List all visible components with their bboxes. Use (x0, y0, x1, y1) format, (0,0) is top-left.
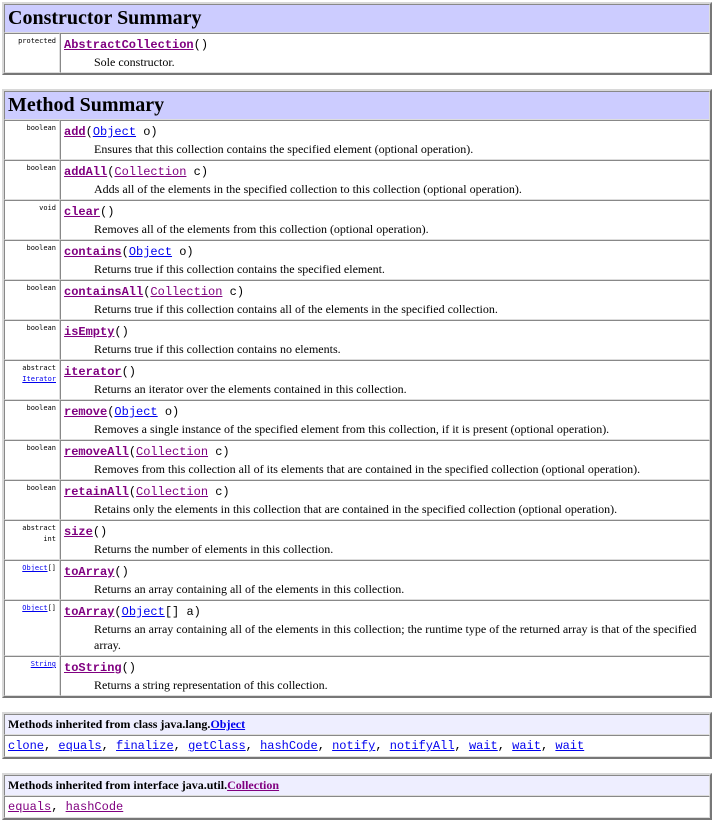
method-description: Returns an iterator over the elements contained in this collection. (94, 382, 407, 396)
table-row (4, 280, 710, 320)
method-signature (64, 603, 706, 621)
method-signature (64, 483, 706, 501)
table-row (4, 360, 710, 400)
inherited-method-link[interactable]: notifyAll (389, 739, 455, 753)
method-params-open: ( (128, 445, 137, 459)
param-type-link[interactable]: Object (121, 605, 165, 619)
method-params-rest: c) (208, 445, 230, 459)
table-row (4, 520, 710, 560)
return-type-text: boolean (26, 484, 56, 492)
constructor-link[interactable]: AbstractCollection (64, 38, 194, 52)
return-type-text: boolean (26, 164, 56, 172)
return-type (4, 320, 60, 360)
constructor-summary-table (2, 2, 712, 75)
return-type-text: boolean (26, 444, 56, 452)
method-description: Returns true if this collection contains the specified element. (94, 262, 385, 276)
method-signature (64, 123, 706, 141)
method-link[interactable]: add (64, 125, 86, 139)
method-description: Removes a single instance of the specified element from this collection, if it is present (optional operation). (94, 422, 610, 436)
return-type-text: void (39, 204, 56, 212)
table-row (4, 320, 710, 360)
table-row (4, 440, 710, 480)
param-type-link[interactable]: Collection (136, 445, 209, 459)
table-row (4, 160, 710, 200)
table-row (4, 240, 710, 280)
method-link[interactable]: retainAll (64, 485, 129, 499)
method-signature (64, 203, 706, 221)
inherited-method-link[interactable]: wait (512, 739, 541, 753)
return-type (4, 480, 60, 520)
method-description: Returns an array containing all of the elements in this collection; the runtime type of the returned array is that of the specified array. (94, 622, 697, 652)
method-link[interactable]: toString (64, 661, 122, 675)
method-params-open: () (92, 525, 108, 539)
method-params-open: ( (128, 485, 137, 499)
inherited-method-link[interactable]: equals (58, 739, 102, 753)
method-signature (64, 243, 706, 261)
method-params-rest: o) (136, 125, 158, 139)
param-type-link[interactable]: Object (128, 245, 173, 259)
return-type-text: abstract (22, 524, 56, 532)
return-type (4, 120, 60, 160)
inherited-method-link[interactable]: hashCode (260, 739, 318, 753)
method-params-open: () (114, 325, 129, 339)
return-type-text: boolean (26, 244, 56, 252)
table-row (4, 200, 710, 240)
return-type-link[interactable]: Object (22, 564, 48, 572)
param-type-link[interactable]: Collection (150, 285, 223, 299)
method-link[interactable]: toArray (64, 565, 115, 579)
method-description: Returns true if this collection contains all of the elements in the specified collection. (94, 302, 498, 316)
method-description: Returns true if this collection contains no elements. (94, 342, 341, 356)
method-signature (64, 659, 706, 677)
method-params-rest: c) (186, 165, 209, 179)
inherited-collection-label: Methods inherited from interface java.util. (8, 778, 228, 792)
method-params-rest: c) (222, 285, 245, 299)
inherited-method-link[interactable]: clone (8, 739, 45, 753)
return-type-text: boolean (26, 124, 56, 132)
return-type-text: boolean (26, 284, 56, 292)
method-description: Ensures that this collection contains the specified element (optional operation). (94, 142, 474, 156)
inherited-collection-table (2, 773, 712, 820)
method-params-open: ( (121, 245, 129, 259)
return-type (4, 440, 60, 480)
method-params-open: ( (114, 605, 122, 619)
table-row (4, 33, 710, 73)
method-signature (64, 563, 706, 581)
method-description: Returns a string representation of this collection. (94, 678, 328, 692)
method-link[interactable]: isEmpty (64, 325, 115, 339)
method-link[interactable]: size (64, 525, 93, 539)
inherited-method-link[interactable]: getClass (188, 739, 246, 753)
method-description: Adds all of the elements in the specified collection to this collection (optional operation). (94, 182, 522, 196)
inherited-method-link[interactable]: equals (8, 800, 52, 814)
method-params-open: () (114, 565, 129, 579)
table-row (4, 600, 710, 656)
inherited-method-link[interactable]: notify (332, 739, 376, 753)
table-row (4, 400, 710, 440)
method-link[interactable]: toArray (64, 605, 115, 619)
method-params-open: ( (143, 285, 151, 299)
method-params-rest: o) (157, 405, 180, 419)
method-link[interactable]: addAll (64, 165, 108, 179)
return-type-text: boolean (26, 324, 56, 332)
table-row (4, 560, 710, 600)
method-summary-title: Method Summary (4, 91, 710, 120)
return-type-text: int (43, 535, 56, 543)
return-type (4, 656, 60, 696)
return-type (4, 600, 60, 656)
inherited-method-link[interactable]: wait (468, 739, 498, 753)
return-type (4, 400, 60, 440)
return-type (4, 160, 60, 200)
method-description: Returns the number of elements in this collection. (94, 542, 334, 556)
method-params-open: ( (107, 405, 115, 419)
method-link[interactable]: containsAll (64, 285, 144, 299)
param-type-link[interactable]: Collection (136, 485, 209, 499)
param-type-link[interactable]: Object (92, 125, 137, 139)
return-type-suffix: [] (47, 564, 56, 572)
table-row (4, 120, 710, 160)
method-signature (64, 523, 706, 541)
return-type-link[interactable]: String (30, 660, 56, 668)
param-type-link[interactable]: Object (114, 405, 158, 419)
method-signature (64, 283, 706, 301)
method-description: Removes from this collection all of its elements that are contained in the specified collection (optional operation). (94, 462, 641, 476)
inherited-method-link[interactable]: hashCode (65, 800, 124, 814)
method-signature (64, 443, 706, 461)
return-type (4, 360, 60, 400)
method-description: Removes all of the elements from this collection (optional operation). (94, 222, 429, 236)
table-row (4, 480, 710, 520)
inherited-method-link[interactable]: wait (555, 739, 585, 753)
method-description: Returns an array containing all of the elements in this collection. (94, 582, 405, 596)
method-signature (64, 323, 706, 341)
method-link[interactable]: remove (64, 405, 108, 419)
return-type-link[interactable]: Iterator (22, 375, 56, 383)
return-type-link[interactable]: Object (22, 604, 48, 612)
method-params-rest: c) (208, 485, 230, 499)
method-summary-table (2, 89, 712, 698)
constructor-description: Sole constructor. (94, 55, 175, 69)
method-description: Retains only the elements in this collection that are contained in the specified collection (optional operation). (94, 502, 618, 516)
method-params-open: () (100, 205, 115, 219)
return-type-text: abstract (22, 364, 56, 372)
return-type (4, 520, 60, 560)
inherited-object-methods: clone, equals, finalize, getClass, hashCode, notify, notifyAll, wait, wait, wait (4, 735, 710, 757)
collection-interface-link[interactable]: Collection (227, 778, 280, 792)
constructor-params: () (193, 38, 209, 52)
method-params-rest: [] a) (164, 605, 201, 619)
method-link[interactable]: contains (64, 245, 122, 259)
method-signature (64, 363, 706, 381)
method-signature (64, 403, 706, 421)
return-type (4, 200, 60, 240)
return-type-suffix: [] (47, 604, 56, 612)
return-type (4, 280, 60, 320)
return-type (4, 560, 60, 600)
method-link[interactable]: clear (64, 205, 101, 219)
inherited-object-label: Methods inherited from class java.lang. (8, 717, 211, 731)
table-row (4, 656, 710, 696)
method-params-rest: o) (172, 245, 194, 259)
method-params-open: ( (107, 165, 115, 179)
param-type-link[interactable]: Collection (114, 165, 187, 179)
method-params-open: ( (85, 125, 93, 139)
inherited-object-table (2, 712, 712, 759)
return-type-text: boolean (26, 404, 56, 412)
method-link[interactable]: removeAll (64, 445, 129, 459)
inherited-method-link[interactable]: finalize (116, 739, 174, 753)
constructor-modifier: protected (4, 33, 60, 73)
inherited-collection-methods: equals, hashCode (4, 796, 710, 818)
method-params-open: () (121, 661, 137, 675)
return-type (4, 240, 60, 280)
method-link[interactable]: iterator (64, 365, 122, 379)
method-params-open: () (121, 365, 137, 379)
object-class-link[interactable]: Object (210, 717, 246, 731)
constructor-summary-title: Constructor Summary (4, 4, 710, 33)
method-signature (64, 163, 706, 181)
